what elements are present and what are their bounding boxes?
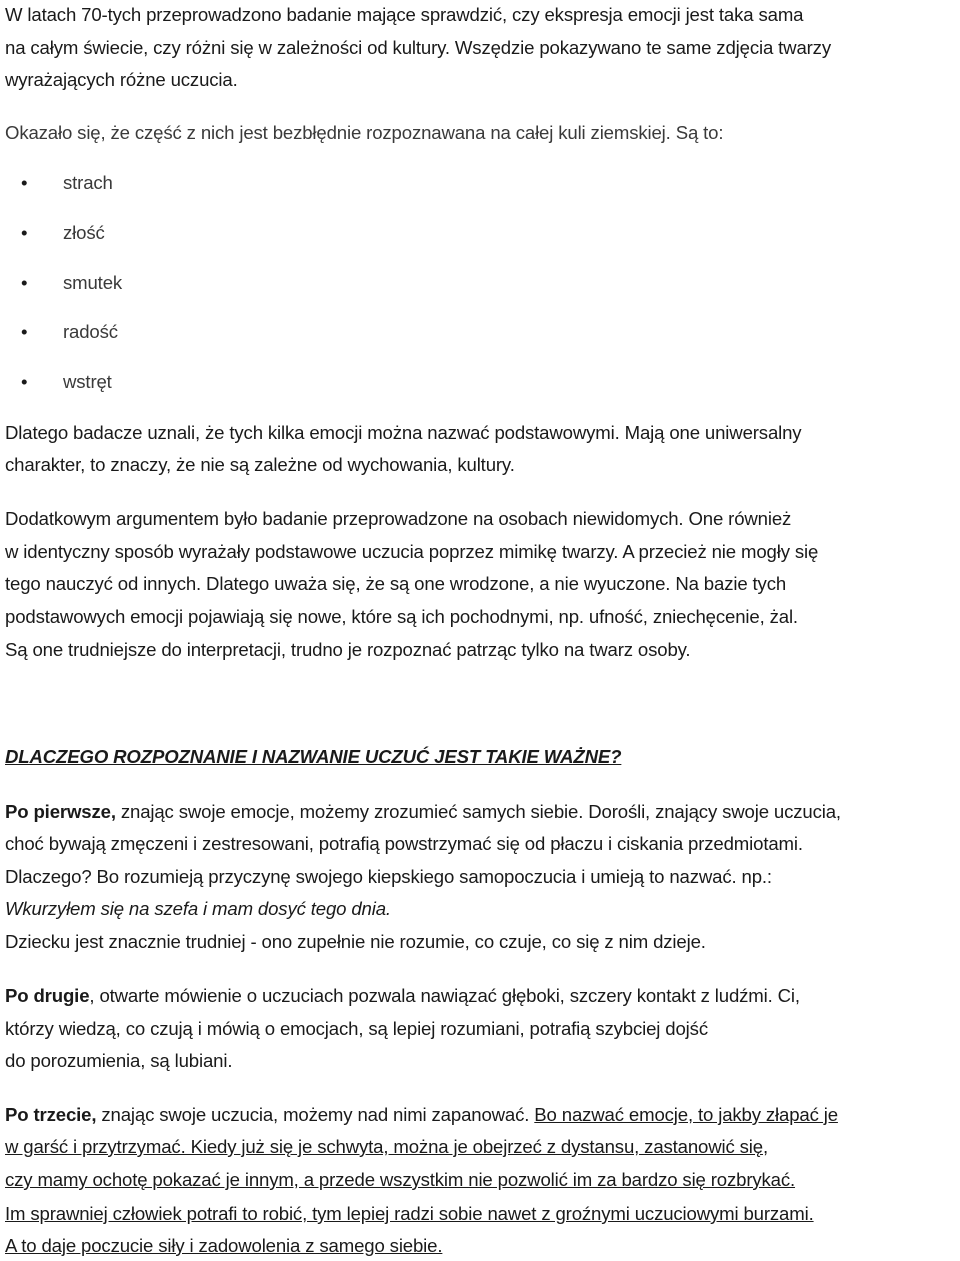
list-item-label: wstręt bbox=[63, 371, 112, 392]
list-item-label: strach bbox=[63, 172, 113, 193]
para1-line-2: charakter, to znaczy, że nie są zależne od wychowania, kultury. bbox=[5, 454, 515, 475]
bullet-icon: • bbox=[21, 321, 28, 342]
first-line-2: choć bywają zmęczeni i zestresowani, potrafią powstrzymać się od płaczu i ciskania przedmiotami. bbox=[5, 833, 803, 854]
list-item-label: radość bbox=[63, 321, 118, 342]
first-line-3: Dlaczego? Bo rozumieją przyczynę swojego kiepskiego samopoczucia i umieją to nazwać. np.: bbox=[5, 866, 772, 887]
intro-line-2: na całym świecie, czy różni się w zależności od kultury. Wszędzie pokazywano te same zdjęcia twarzy bbox=[5, 37, 831, 58]
third-line-1 bbox=[5, 1103, 838, 1127]
bullet-icon: • bbox=[21, 172, 28, 193]
intro-line-1: W latach 70-tych przeprowadzono badanie mające sprawdzić, czy ekspresja emocji jest taka sama bbox=[5, 4, 804, 25]
list-item-label: smutek bbox=[63, 272, 123, 293]
bullet-icon: • bbox=[21, 371, 28, 392]
first-line-1 bbox=[5, 800, 841, 824]
first-lead: Po pierwsze, bbox=[5, 801, 116, 822]
third-line-1-text: znając swoje uczucia, możemy nad nimi zapanować. bbox=[96, 1104, 535, 1125]
third-line-3: czy mamy ochotę pokazać je innym, a przede wszystkim nie pozwolić im za bardzo się rozbrykać. bbox=[5, 1169, 796, 1190]
intro-line-3: wyrażających różne uczucia. bbox=[5, 69, 238, 90]
second-lead: Po drugie bbox=[5, 985, 90, 1006]
second-line-1-text: , otwarte mówienie o uczuciach pozwala nawiązać głęboki, szczery kontakt z ludźmi. Ci, bbox=[89, 985, 800, 1006]
first-line-5: Dziecku jest znacznie trudniej - ono zupełnie nie rozumie, co czuje, co się z nim dzieje. bbox=[5, 931, 706, 952]
second-line-3: do porozumienia, są lubiani. bbox=[5, 1050, 233, 1071]
list-item-label: złość bbox=[63, 222, 105, 243]
para2-line-3: tego nauczyć od innych. Dlatego uważa się, że są one wrodzone, a nie wyuczone. Na bazie tych bbox=[5, 573, 787, 594]
third-line-2: w garść i przytrzymać. Kiedy już się je schwyta, można je obejrzeć z dystansu, zastanowić się, bbox=[5, 1136, 768, 1157]
bullet-icon: • bbox=[21, 272, 28, 293]
para2-line-1: Dodatkowym argumentem było badanie przeprowadzone na osobach niewidomych. One również bbox=[5, 508, 792, 529]
third-line-4: Im sprawniej człowiek potrafi to robić, tym lepiej radzi sobie nawet z groźnymi uczuciowymi burzami. bbox=[5, 1203, 814, 1224]
first-example bbox=[5, 897, 391, 921]
first-line-1-text: znając swoje emocje, możemy zrozumieć samych siebie. Dorośli, znający swoje uczucia, bbox=[115, 801, 841, 822]
para2-line-5: Są one trudniejsze do interpretacji, trudno je rozpoznać patrząc tylko na twarz osoby. bbox=[5, 639, 691, 660]
bullet-icon: • bbox=[21, 222, 28, 243]
third-line-5: A to daje poczucie siły i zadowolenia z samego siebie. bbox=[5, 1235, 443, 1256]
para2-line-4: podstawowych emocji pojawiają się nowe, które są ich pochodnymi, np. ufność, zniechęcenie, żal. bbox=[5, 606, 798, 627]
finding-line: Okazało się, że część z nich jest bezbłędnie rozpoznawana na całej kuli ziemskiej. Są to: bbox=[5, 122, 724, 143]
second-line-1 bbox=[5, 984, 800, 1008]
para2-line-2: w identyczny sposób wyrażały podstawowe uczucia poprzez mimikę twarzy. A przecież nie mogły się bbox=[5, 541, 819, 562]
first-example-text: Wkurzyłem się na szefa i mam dosyć tego dnia. bbox=[5, 898, 391, 919]
third-lead: Po trzecie, bbox=[5, 1104, 97, 1125]
para1-line-1: Dlatego badacze uznali, że tych kilka emocji można nazwać podstawowymi. Mają one uniwersalny bbox=[5, 422, 802, 443]
section-heading: DLACZEGO ROZPOZNANIE I NAZWANIE UCZUĆ JEST TAKIE WAŻNE? bbox=[5, 746, 622, 767]
second-line-2: którzy wiedzą, co czują i mówią o emocjach, są lepiej rozumiani, potrafią szybciej dojść bbox=[5, 1018, 708, 1039]
third-line-1-underlined: Bo nazwać emocje, to jakby złapać je bbox=[534, 1104, 838, 1125]
